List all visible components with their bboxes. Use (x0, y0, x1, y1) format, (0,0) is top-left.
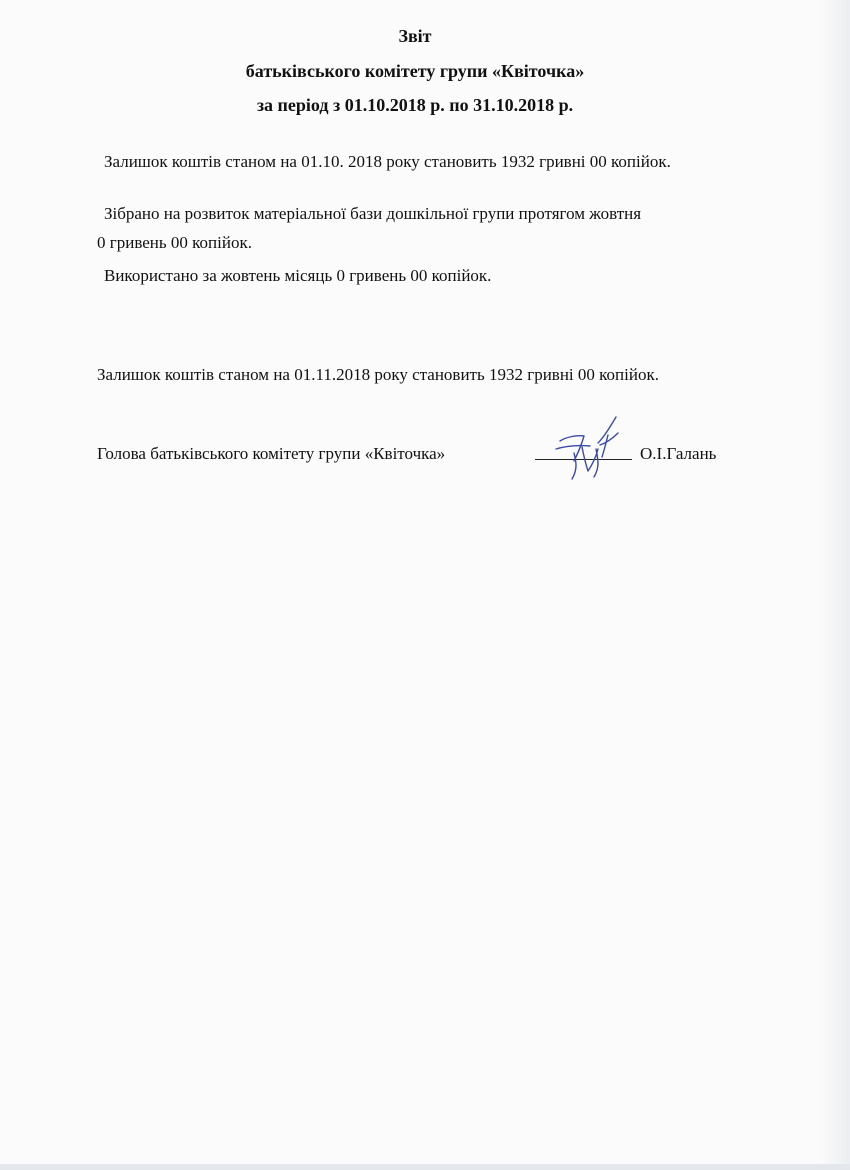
report-subtitle-committee: батьківського комітету групи «Квіточка» (245, 61, 585, 81)
report-title: Звіт (398, 26, 432, 46)
page-shadow-right (820, 0, 850, 1170)
collected-text-line1: Зібрано на розвиток матеріальної бази дошкільної групи протягом жовтня (104, 204, 642, 223)
page-shadow-bottom (0, 1164, 850, 1170)
spent-text: Використано за жовтень місяць 0 гривень 00 копійок. (104, 266, 492, 285)
handwritten-signature (552, 413, 632, 483)
signatory-name: О.І.Галань (640, 444, 717, 463)
report-period: за період з 01.10.2018 р. по 31.10.2018 р. (256, 95, 574, 115)
opening-balance-text: Залишок коштів станом на 01.10. 2018 року становить 1932 гривні 00 копійок. (104, 152, 671, 171)
closing-balance-text: Залишок коштів станом на 01.11.2018 року становить 1932 гривні 00 копійок. (97, 365, 659, 384)
signatory-role: Голова батьківського комітету групи «Квіточка» (97, 444, 446, 463)
collected-text-line2: 0 гривень 00 копійок. (97, 233, 252, 252)
